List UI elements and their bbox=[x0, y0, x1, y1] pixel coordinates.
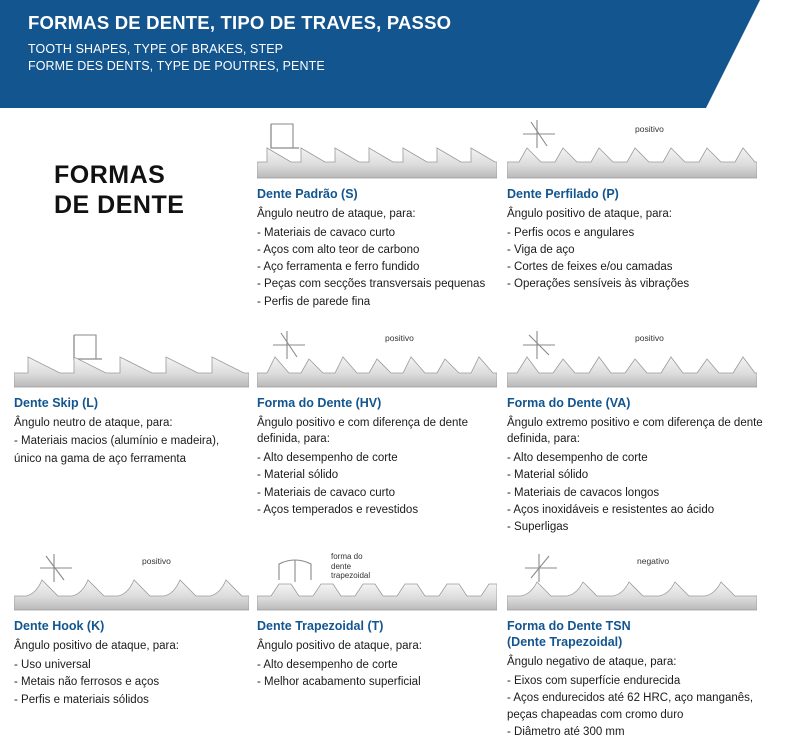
card-list bbox=[507, 673, 763, 741]
list-item: - Peças com secções transversais pequenas bbox=[257, 278, 486, 291]
blade-graphic-standard-tooth bbox=[257, 118, 497, 182]
trapezoidal-annotation bbox=[331, 552, 370, 581]
card-title-line1: Forma do Dente TSN bbox=[507, 619, 631, 634]
blade-svg-trapezoidal bbox=[257, 550, 497, 614]
list-item: - Eixos com superfície endurecida bbox=[507, 674, 681, 687]
angle-label-negative: negativo bbox=[637, 556, 670, 567]
blade-graphic-hv bbox=[257, 327, 497, 391]
card-title: Dente Hook (K) bbox=[14, 619, 105, 634]
header-text-group bbox=[28, 12, 451, 75]
list-item: - Perfis de parede fina bbox=[257, 295, 371, 308]
blade-svg-va bbox=[507, 327, 757, 391]
list-item: - Material sólido bbox=[507, 469, 589, 482]
blade-graphic-profile-tooth bbox=[507, 118, 763, 182]
list-item: - Materiais macios (alumínio e madeira), bbox=[14, 435, 220, 448]
blade-svg-profile bbox=[507, 118, 757, 182]
card-list bbox=[14, 657, 247, 708]
list-item: - Materiais de cavaco curto bbox=[257, 226, 396, 239]
card-lead: Ângulo extremo positivo e com diferença de dente definida, para: bbox=[507, 416, 763, 446]
list-item: - Aços com alto teor de carbono bbox=[257, 243, 420, 256]
section-heading bbox=[54, 160, 247, 220]
blade-graphic-tsn bbox=[507, 550, 763, 614]
card-title: Forma do Dente (HV) bbox=[257, 395, 382, 410]
list-item: - Cortes de feixes e/ou camadas bbox=[507, 261, 673, 274]
list-item: - Metais não ferrosos e aços bbox=[14, 676, 160, 689]
tooth-shape-grid bbox=[0, 108, 800, 742]
page-header bbox=[0, 0, 800, 108]
blade-graphic-trapezoidal bbox=[257, 550, 497, 614]
blade-svg-tsn bbox=[507, 550, 757, 614]
list-item: - Aço ferramenta e ferro fundido bbox=[257, 261, 420, 274]
list-item: único na gama de aço ferramenta bbox=[14, 452, 186, 465]
card-list bbox=[257, 225, 497, 311]
list-item: - Material sólido bbox=[257, 469, 339, 482]
blade-graphic-va bbox=[507, 327, 763, 391]
section-heading-line1: FORMAS bbox=[54, 161, 166, 189]
card-dente-hook-k bbox=[14, 550, 257, 741]
list-item: - Materiais de cavacos longos bbox=[507, 486, 660, 499]
angle-label-positive: positivo bbox=[635, 124, 664, 134]
card-dente-perfilado-p bbox=[507, 118, 773, 311]
cell-big-title bbox=[14, 118, 257, 311]
trapezoidal-annotation-line2: dente bbox=[331, 561, 352, 571]
card-lead: Ângulo positivo e com diferença de dente definida, para: bbox=[257, 416, 468, 446]
list-item: - Operações sensíveis às vibrações bbox=[507, 278, 690, 291]
card-dente-trapezoidal-t bbox=[257, 550, 507, 741]
card-list bbox=[257, 450, 497, 519]
grid-row-3 bbox=[14, 550, 786, 741]
list-item: - Melhor acabamento superficial bbox=[257, 676, 421, 689]
list-item: - Alto desempenho de corte bbox=[257, 451, 398, 464]
blade-svg-hv bbox=[257, 327, 497, 391]
section-heading-line2: DE DENTE bbox=[54, 191, 185, 219]
list-item: - Aços endurecidos até 62 HRC, aço manganês, peças chapeadas com cromo duro bbox=[507, 692, 754, 722]
grid-row-2 bbox=[14, 327, 786, 536]
list-item: - Alto desempenho de corte bbox=[257, 658, 398, 671]
card-dente-skip-l bbox=[14, 327, 257, 536]
card-lead: Ângulo neutro de ataque, para: bbox=[14, 416, 173, 429]
blade-svg-standard bbox=[257, 118, 497, 182]
list-item: - Viga de aço bbox=[507, 243, 575, 256]
list-item: - Diâmetro até 300 mm bbox=[507, 726, 625, 739]
list-item: - Perfis ocos e angulares bbox=[507, 226, 635, 239]
card-list bbox=[507, 225, 763, 294]
card-title: Dente Padrão (S) bbox=[257, 187, 358, 201]
card-list bbox=[257, 657, 497, 691]
page-title: FORMAS DE DENTE, TIPO DE TRAVES, PASSO bbox=[28, 12, 452, 33]
list-item: - Materiais de cavaco curto bbox=[257, 486, 396, 499]
trapezoidal-annotation-line1: forma do bbox=[331, 552, 363, 562]
card-lead: Ângulo negativo de ataque, para: bbox=[507, 656, 677, 669]
blade-graphic-skip-tooth bbox=[14, 327, 247, 391]
angle-label-positive: positivo bbox=[385, 332, 414, 343]
list-item: - Aços temperados e revestidos bbox=[257, 503, 419, 516]
header-subtitle-fr: FORME DES DENTS, TYPE DE POUTRES, PENTE bbox=[28, 59, 325, 73]
trapezoidal-annotation-line3: trapezoidal bbox=[331, 571, 371, 581]
card-forma-do-dente-tsn bbox=[507, 550, 773, 741]
list-item: - Aços inoxidáveis e resistentes ao ácido bbox=[507, 503, 715, 516]
card-lead: Ângulo positivo de ataque, para: bbox=[257, 640, 422, 653]
card-forma-do-dente-va bbox=[507, 327, 773, 536]
card-title: Forma do Dente (VA) bbox=[507, 395, 631, 410]
blade-svg-skip bbox=[14, 327, 249, 391]
card-title-line2: (Dente Trapezoidal) bbox=[507, 635, 623, 650]
card-title: Dente Trapezoidal (T) bbox=[257, 619, 384, 634]
angle-label-positive: positivo bbox=[142, 556, 171, 567]
header-subtitle-en: TOOTH SHAPES, TYPE OF BRAKES, STEP bbox=[28, 42, 284, 56]
blade-graphic-hook bbox=[14, 550, 247, 614]
card-lead: Ângulo positivo de ataque, para: bbox=[14, 640, 179, 653]
card-title: Dente Skip (L) bbox=[14, 395, 99, 410]
angle-label-positive: positivo bbox=[635, 332, 664, 343]
grid-row-1 bbox=[14, 118, 786, 311]
card-lead: Ângulo positivo de ataque, para: bbox=[507, 208, 672, 220]
list-item: - Alto desempenho de corte bbox=[507, 451, 648, 464]
list-item: - Uso universal bbox=[14, 658, 91, 671]
card-lead: Ângulo neutro de ataque, para: bbox=[257, 208, 416, 220]
list-item: - Superligas bbox=[507, 521, 569, 534]
card-forma-do-dente-hv bbox=[257, 327, 507, 536]
content-area bbox=[0, 108, 800, 742]
card-list bbox=[14, 433, 247, 467]
card-title: Dente Perfilado (P) bbox=[507, 187, 619, 201]
list-item: - Perfis e materiais sólidos bbox=[14, 693, 149, 706]
card-dente-padrao-s bbox=[257, 118, 507, 311]
card-title bbox=[507, 618, 763, 650]
blade-svg-hook bbox=[14, 550, 249, 614]
card-list bbox=[507, 450, 763, 536]
